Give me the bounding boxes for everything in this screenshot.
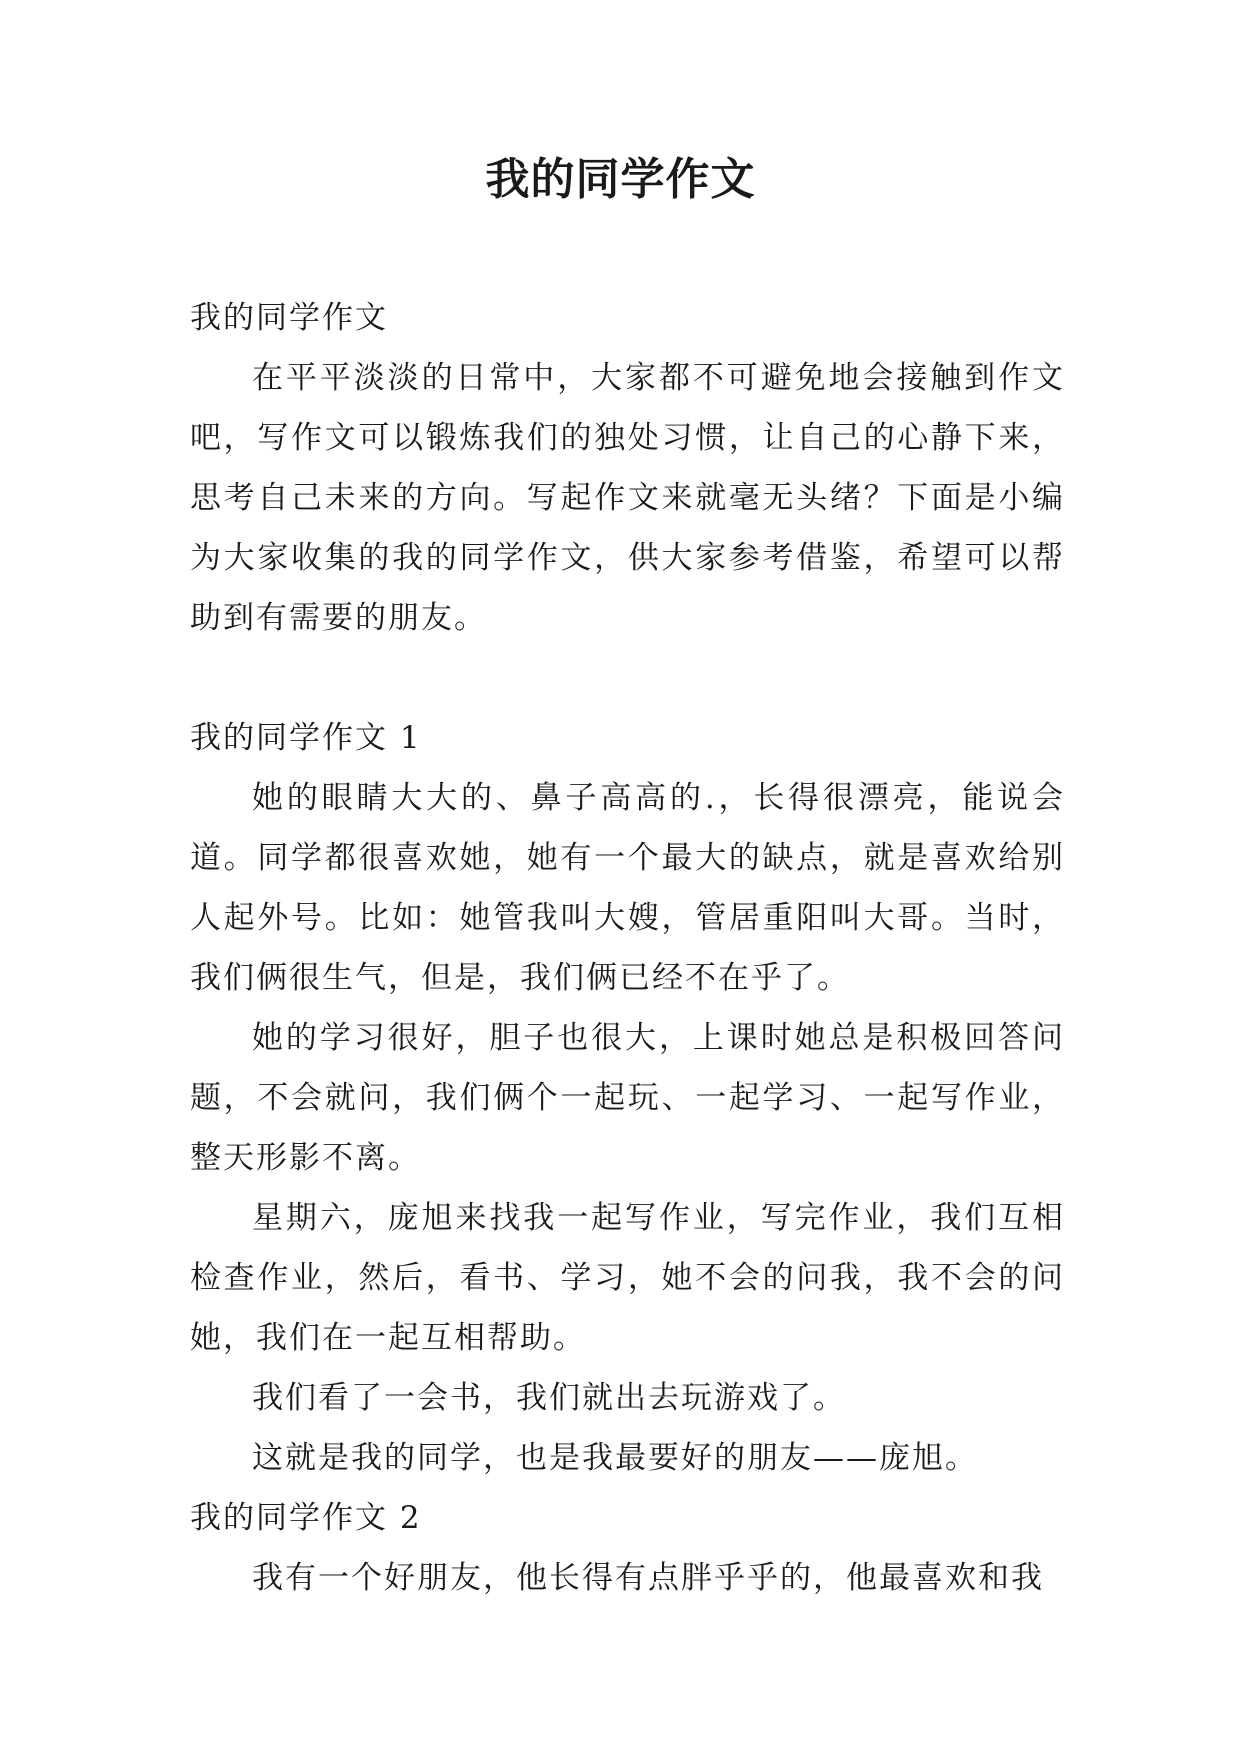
document-title: 我的同学作文: [485, 154, 756, 205]
essay1-paragraph-4: 我们看了一会书，我们就出去玩游戏了。: [252, 1380, 846, 1416]
intro-heading: 我的同学作文: [190, 300, 388, 336]
essay2-heading: 我的同学作文 2: [190, 1500, 422, 1536]
document-body: [190, 288, 1065, 1608]
essay1-paragraph-5: 这就是我的同学，也是我最要好的朋友——庞旭。: [252, 1440, 978, 1476]
intro-paragraph: 在平平淡淡的日常中，大家都不可避免地会接触到作文吧，写作文可以锻炼我们的独处习惯，让自己的心静下来，思考自己未来的方向。写起作文来就毫无头绪？下面是小编为大家收集的我的同学作文，供大家参考借鉴，希望可以帮助到有需要的朋友。: [190, 360, 1065, 636]
essay2-paragraph-1: 我有一个好朋友，他长得有点胖乎乎的，他最喜欢和我: [252, 1560, 1044, 1596]
section-spacer: [190, 648, 1065, 708]
essay1-paragraph-2: 她的学习很好，胆子也很大，上课时她总是积极回答问题，不会就问，我们俩个一起玩、一起学习、一起写作业，整天形影不离。: [190, 1020, 1065, 1176]
essay1-heading: 我的同学作文 1: [190, 720, 422, 756]
essay1-paragraph-3: 星期六，庞旭来找我一起写作业，写完作业，我们互相检查作业，然后，看书、学习，她不会的问我，我不会的问她，我们在一起互相帮助。: [190, 1200, 1065, 1356]
essay1-paragraph-1: 她的眼睛大大的、鼻子高高的.，长得很漂亮，能说会道。同学都很喜欢她，她有一个最大的缺点，就是喜欢给别人起外号。比如：她管我叫大嫂，管居重阳叫大哥。当时，我们俩很生气，但是，我们俩已经不在乎了。: [190, 780, 1065, 996]
